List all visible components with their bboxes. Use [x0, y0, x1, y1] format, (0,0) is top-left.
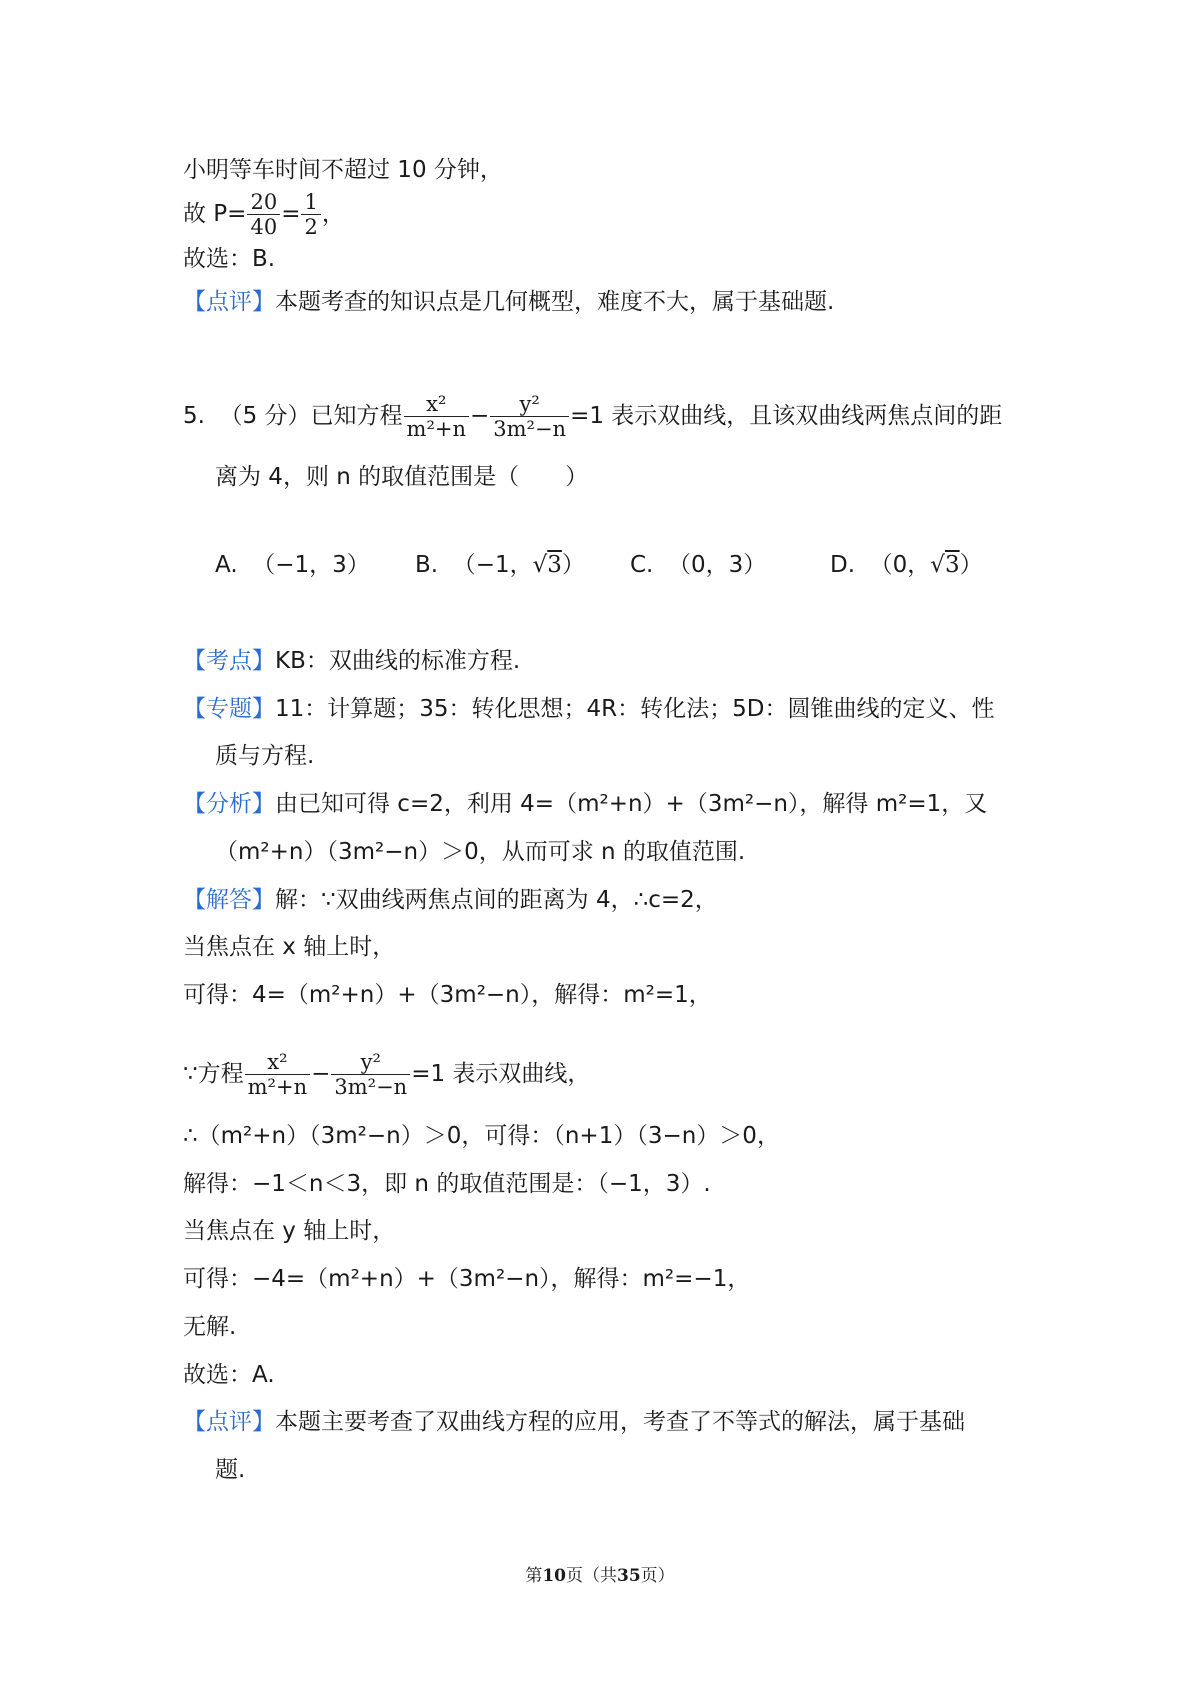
denominator: 40 [247, 214, 280, 239]
numerator: x² [426, 392, 447, 416]
dianping-line2: 题. [215, 1457, 246, 1483]
text-fragment: ∵方程 [183, 1061, 244, 1087]
numerator: x² [267, 1050, 288, 1074]
zhuanti-line [183, 694, 995, 724]
option-letter: C. [630, 552, 654, 578]
kaodian-line [183, 646, 520, 676]
fenxi-line [183, 789, 987, 819]
question-stem-line2: 离为 4，则 n 的取值范围是（ ） [215, 464, 589, 490]
option-text: （0， [869, 552, 931, 578]
kaodian-tag: 【考点】 [183, 648, 275, 674]
text-line: 当焦点在 x 轴上时， [183, 934, 396, 960]
zhuanti-line2: 质与方程. [215, 743, 315, 769]
text-line: 可得：4=（m²+n）+（3m²−n），解得：m²=1， [183, 982, 712, 1008]
text-fragment: =1 表示双曲线， [411, 1061, 591, 1087]
radicand: 3 [547, 552, 562, 578]
text-line: 可得：−4=（m²+n）+（3m²−n），解得：m²=−1， [183, 1266, 751, 1292]
fenxi-line2: （m²+n）（3m²−n）＞0，从而可求 n 的取值范围. [215, 839, 746, 865]
fraction [301, 190, 320, 239]
jieda-text: 解：∵双曲线两焦点间的距离为 4，∴c=2， [275, 887, 718, 913]
option-letter: B. [415, 552, 439, 578]
comment-tag: 【点评】 [183, 289, 275, 315]
probability-line [183, 190, 345, 239]
dianping-text: 本题主要考查了双曲线方程的应用，考查了不等式的解法，属于基础 [275, 1409, 965, 1435]
option-d[interactable] [830, 550, 983, 580]
radicand: 3 [944, 552, 960, 578]
numerator: y² [519, 392, 540, 416]
denominator: m²+n [404, 416, 469, 441]
sqrt-symbol [533, 552, 562, 578]
option-text: （0，3） [668, 552, 767, 578]
fraction-y [490, 392, 569, 441]
question-score: （5 分）已知方程 [219, 403, 403, 429]
option-text: （−1， [452, 552, 533, 578]
page-number: 10 [542, 1566, 566, 1586]
option-b[interactable] [415, 550, 585, 580]
option-letter: A. [215, 552, 238, 578]
text-line: ∴（m²+n）（3m²−n）＞0，可得：（n+1）（3−n）＞0， [183, 1123, 780, 1149]
fenxi-text: 由已知可得 c=2，利用 4=（m²+n）+（3m²−n），解得 m²=1，又 [275, 791, 988, 817]
minus-sign: − [469, 403, 490, 429]
text-line: 无解. [183, 1314, 237, 1340]
jieda-line [183, 885, 718, 915]
zhuanti-text: 11：计算题；35：转化思想；4R：转化法；5D：圆锥曲线的定义、性 [275, 696, 995, 722]
text-line: 当焦点在 y 轴上时， [183, 1218, 396, 1244]
fraction-x [245, 1050, 310, 1099]
because-line [183, 1050, 590, 1099]
text-line: 故选：A. [183, 1362, 275, 1388]
stem-tail: =1 表示双曲线，且该双曲线两焦点间的距 [570, 403, 1003, 429]
choose-line: 故选：B. [183, 246, 276, 272]
text-line: 解得：−1＜n＜3，即 n 的取值范围是：（−1，3）. [183, 1171, 711, 1197]
fraction [247, 190, 280, 239]
option-text: ） [561, 552, 585, 578]
option-text: （−1，3） [252, 552, 370, 578]
sqrt-sign: √ [930, 552, 945, 578]
footer-text: 第 [525, 1566, 543, 1586]
sqrt-sign: √ [532, 552, 548, 578]
option-letter: D. [830, 552, 856, 578]
numerator: y² [360, 1050, 381, 1074]
minus-sign: − [311, 1061, 331, 1087]
sqrt-symbol [930, 552, 959, 578]
comment-text: 本题考查的知识点是几何概型，难度不大，属于基础题. [275, 289, 835, 315]
denominator: 3m²−n [331, 1074, 410, 1099]
footer-text: 页） [640, 1566, 675, 1586]
denominator: m²+n [245, 1074, 310, 1099]
equals-sign: = [281, 201, 301, 227]
option-a[interactable] [215, 550, 370, 580]
fraction-x [404, 392, 469, 441]
denominator: 3m²−n [490, 416, 569, 441]
footer-text: 页（共 [566, 1566, 617, 1586]
numerator: 1 [304, 190, 318, 214]
kaodian-text: KB：双曲线的标准方程. [275, 648, 521, 674]
text-line: 小明等车时间不超过 10 分钟， [183, 157, 503, 183]
page-footer [0, 1561, 1200, 1586]
dianping-tag: 【点评】 [183, 1409, 275, 1435]
numerator: 20 [250, 190, 278, 214]
denominator: 2 [301, 214, 320, 239]
jieda-tag: 【解答】 [183, 887, 275, 913]
fenxi-tag: 【分析】 [183, 791, 275, 817]
text-fragment: 故 P= [183, 201, 247, 227]
zhuanti-tag: 【专题】 [183, 696, 275, 722]
option-c[interactable] [630, 550, 766, 580]
fraction-y [331, 1050, 410, 1099]
comment-line [183, 287, 834, 317]
question-stem [183, 392, 1002, 441]
dianping-line [183, 1407, 965, 1437]
question-number: 5. [183, 403, 205, 429]
text-fragment: ， [321, 201, 345, 227]
option-text: ） [959, 552, 983, 578]
total-pages: 35 [617, 1566, 641, 1586]
